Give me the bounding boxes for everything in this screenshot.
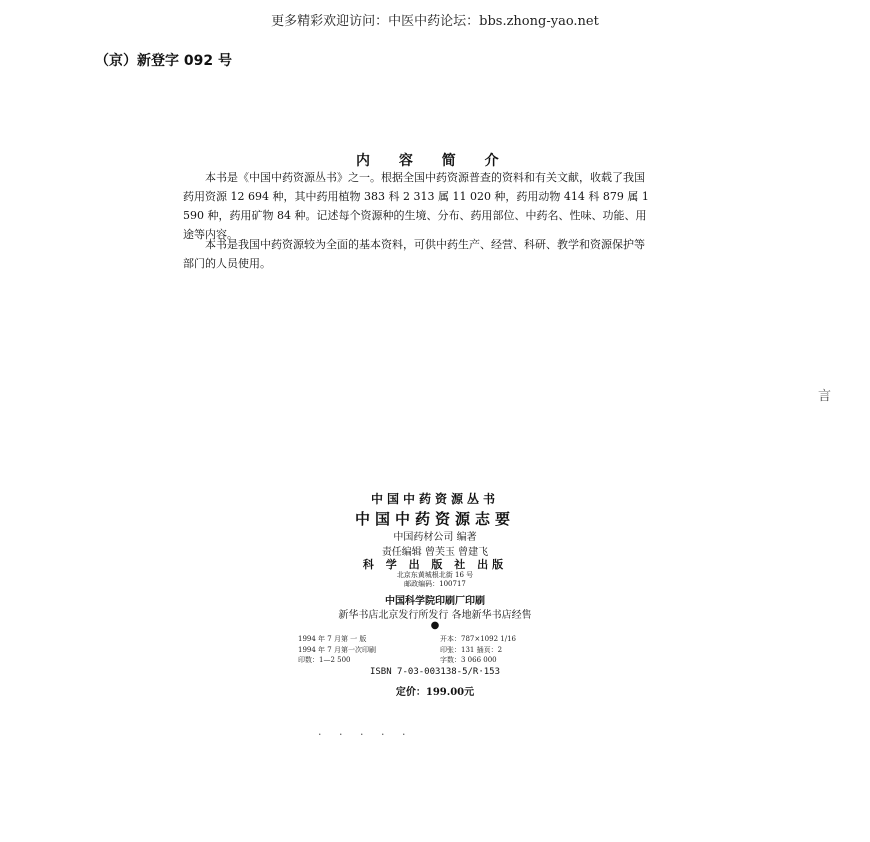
margin-mark: 言 [818,389,832,404]
summary-paragraph-1: 本书是《中国中药资源丛书》之一。根据全国中药资源普查的资料和有关文献，收载了我国药用资源 12 694 种，其中药用植物 383 科 2 313 属 11 020 种，药用动物 414 科 879 属 1 590 种，药用矿物 84 种。记述每个资源种的生境、分布、药用部位、中药名、性味、功能、用途等内容。 [183,171,649,241]
header-text: 更多精彩欢迎访问：中医中药论坛：bbs.zhong-yao.net [271,14,599,29]
postcode: 邮政编码：100717 [404,580,466,588]
summary-title: 内 容 简 介 [356,153,511,169]
book-title: 中国中药资源志要 [354,510,515,528]
edition-print: 1994 年 7 月第一次印刷 [298,646,376,654]
edition-first: 1994 年 7 月第 一 版 [298,635,367,643]
printer: 中国科学院印刷厂印刷 [385,596,485,607]
word-count: 字数：3 066 000 [440,656,497,664]
summary-paragraph-2: 本书是我国中药资源较为全面的基本资料，可供中药生产、经营、科研、教学和资源保护等部门的人员使用。 [183,238,645,270]
copies: 印数：1—2 500 [298,656,351,664]
isbn: ISBN 7-03-003138-5/R·153 [369,667,501,677]
registration-number: （京）新登字 092 号 [95,53,232,69]
price: 定价：199.00元 [395,687,475,698]
editors: 责任编辑 曾芙玉 曾建飞 [381,547,489,558]
scan-specks: · · · · · [318,728,413,741]
series-name: 中国中药资源丛书 [370,492,499,506]
dot-separator: ● [430,620,440,631]
publisher-address: 北京东黄城根北街 16 号 [396,571,474,579]
sheets: 印张：131 插页：2 [440,646,503,654]
distributor: 新华书店北京发行所发行 各地新华书店经售 [338,610,532,621]
author: 中国药材公司 编著 [393,532,477,543]
publisher: 科 学 出 版 社 出版 [362,558,508,571]
format: 开本：787×1092 1/16 [440,635,516,643]
